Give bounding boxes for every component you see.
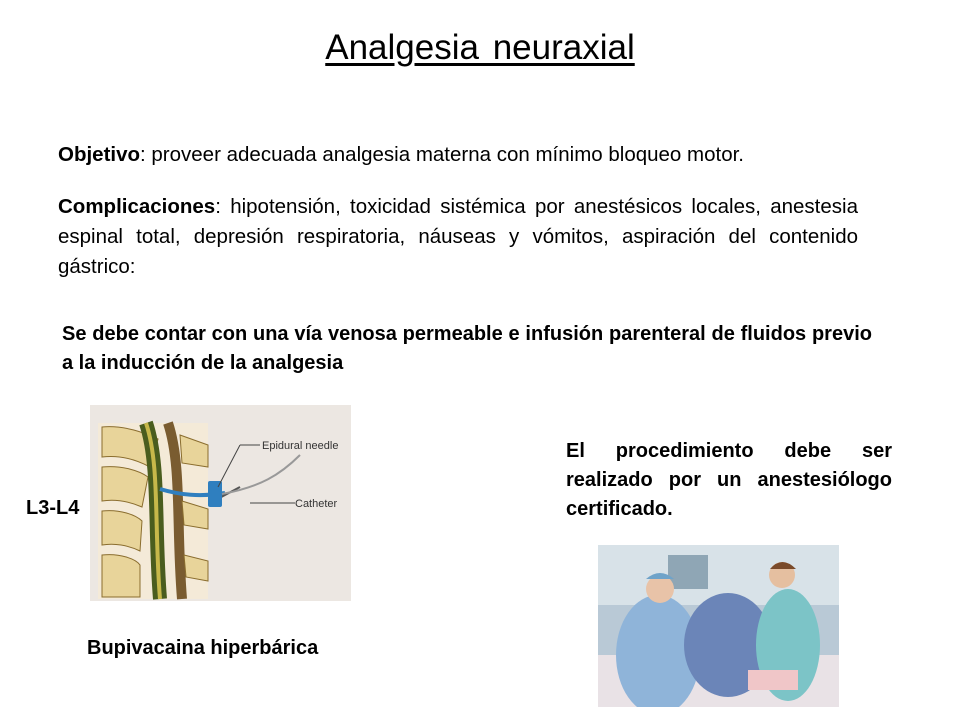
slide-title: Analgesia neuraxial	[325, 28, 635, 67]
catheter-label: Catheter	[295, 498, 338, 510]
drug-label: Bupivacaina hiperbárica	[87, 637, 319, 659]
complications-label: Complicaciones	[58, 195, 216, 218]
procedure-photo-drawing	[598, 545, 839, 707]
procedure-note: El procedimiento debe ser realizado por un anestesiólogo certificado.	[566, 440, 892, 520]
venous-access-note: Se debe contar con una vía venosa permeable e infusión parenteral de fluidos previo a la inducción de la analgesia	[62, 323, 872, 374]
objective-paragraph	[58, 140, 858, 170]
doctor-head	[646, 575, 674, 603]
objective-label: Objetivo	[58, 143, 141, 166]
needle-hub	[208, 481, 222, 507]
epidural-diagram	[90, 405, 351, 601]
catheter-tail	[222, 455, 300, 494]
vertebral-level-label: L3-L4	[26, 497, 80, 519]
epidural-diagram-drawing	[90, 405, 351, 601]
procedure-photo	[598, 545, 839, 707]
complications-paragraph	[58, 192, 858, 282]
complications-text: : hipotensión, toxicidad sistémica por anestésicos locales, anestesia espinal total, depresión respiratoria, náuseas y vómitos, aspiración del contenido gástrico:	[58, 195, 858, 278]
epidural-needle-label: Epidural needle	[262, 440, 339, 452]
monitor	[668, 555, 708, 589]
objective-text: : proveer adecuada analgesia materna con mínimo bloqueo motor.	[140, 143, 744, 166]
blanket	[748, 670, 798, 690]
